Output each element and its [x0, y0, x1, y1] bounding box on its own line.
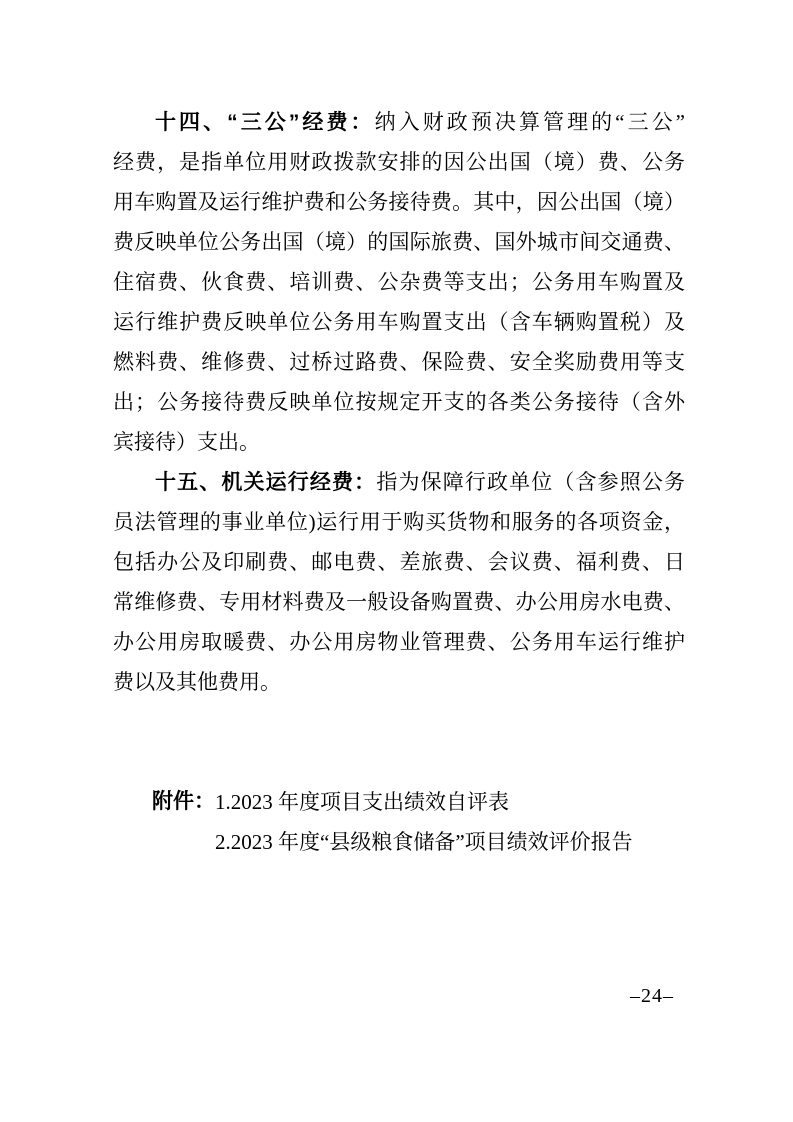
- paragraph-lead: 十五、机关运行经费：: [155, 471, 377, 494]
- paragraph-line: 包括办公及印刷费、邮电费、差旅费、会议费、福利费、日: [113, 550, 685, 574]
- paragraph-line: 常维修费、专用材料费及一般设备购置费、办公用房水电费、: [113, 590, 685, 614]
- attachments-list: [215, 782, 633, 862]
- paragraph-line: 费以及其他费用。: [113, 670, 281, 694]
- paragraph-line: 燃料费、维修费、过桥过路费、保险费、安全奖励费用等支: [113, 350, 685, 374]
- attachments-label: 附件：: [152, 790, 215, 813]
- paragraph-14-sangong-expenses: [113, 102, 685, 462]
- paragraph-text: 纳入财政预决算管理的“三公”: [374, 110, 685, 134]
- paragraph-text: 指为保障行政单位（含参照公务: [376, 470, 685, 494]
- paragraph-lead: 十四、“三公”经费：: [155, 111, 375, 134]
- attachments-block: [113, 782, 685, 862]
- paragraph-line: [113, 462, 685, 502]
- paragraph-line: 运行维护费反映单位公务用车购置支出（含车辆购置税）及: [113, 310, 685, 334]
- paragraph-line: 用车购置及运行维护费和公务接待费。其中，因公出国（境）: [113, 190, 685, 214]
- page-number: –24–: [630, 985, 674, 1007]
- paragraph-line: 员法管理的事业单位)运行用于购买货物和服务的各项资金，: [113, 510, 685, 534]
- paragraph-line: [113, 102, 685, 142]
- attachment-item: 1.2023 年度项目支出绩效自评表: [215, 790, 509, 814]
- paragraph-line: 出；公务接待费反映单位按规定开支的各类公务接待（含外: [113, 390, 685, 414]
- document-body: [113, 102, 685, 862]
- paragraph-line: 经费，是指单位用财政拨款安排的因公出国（境）费、公务: [113, 150, 685, 174]
- attachment-item: 2.2023 年度“县级粮食储备”项目绩效评价报告: [215, 830, 633, 854]
- paragraph-line: 宾接待）支出。: [113, 430, 260, 454]
- paragraph-line: 住宿费、伙食费、培训费、公杂费等支出；公务用车购置及: [113, 270, 685, 294]
- paragraph-line: 办公用房取暖费、办公用房物业管理费、公务用车运行维护: [113, 630, 685, 654]
- paragraph-15-agency-operating-expenses: [113, 462, 685, 702]
- paragraph-line: 费反映单位公务出国（境）的国际旅费、国外城市间交通费、: [113, 230, 685, 254]
